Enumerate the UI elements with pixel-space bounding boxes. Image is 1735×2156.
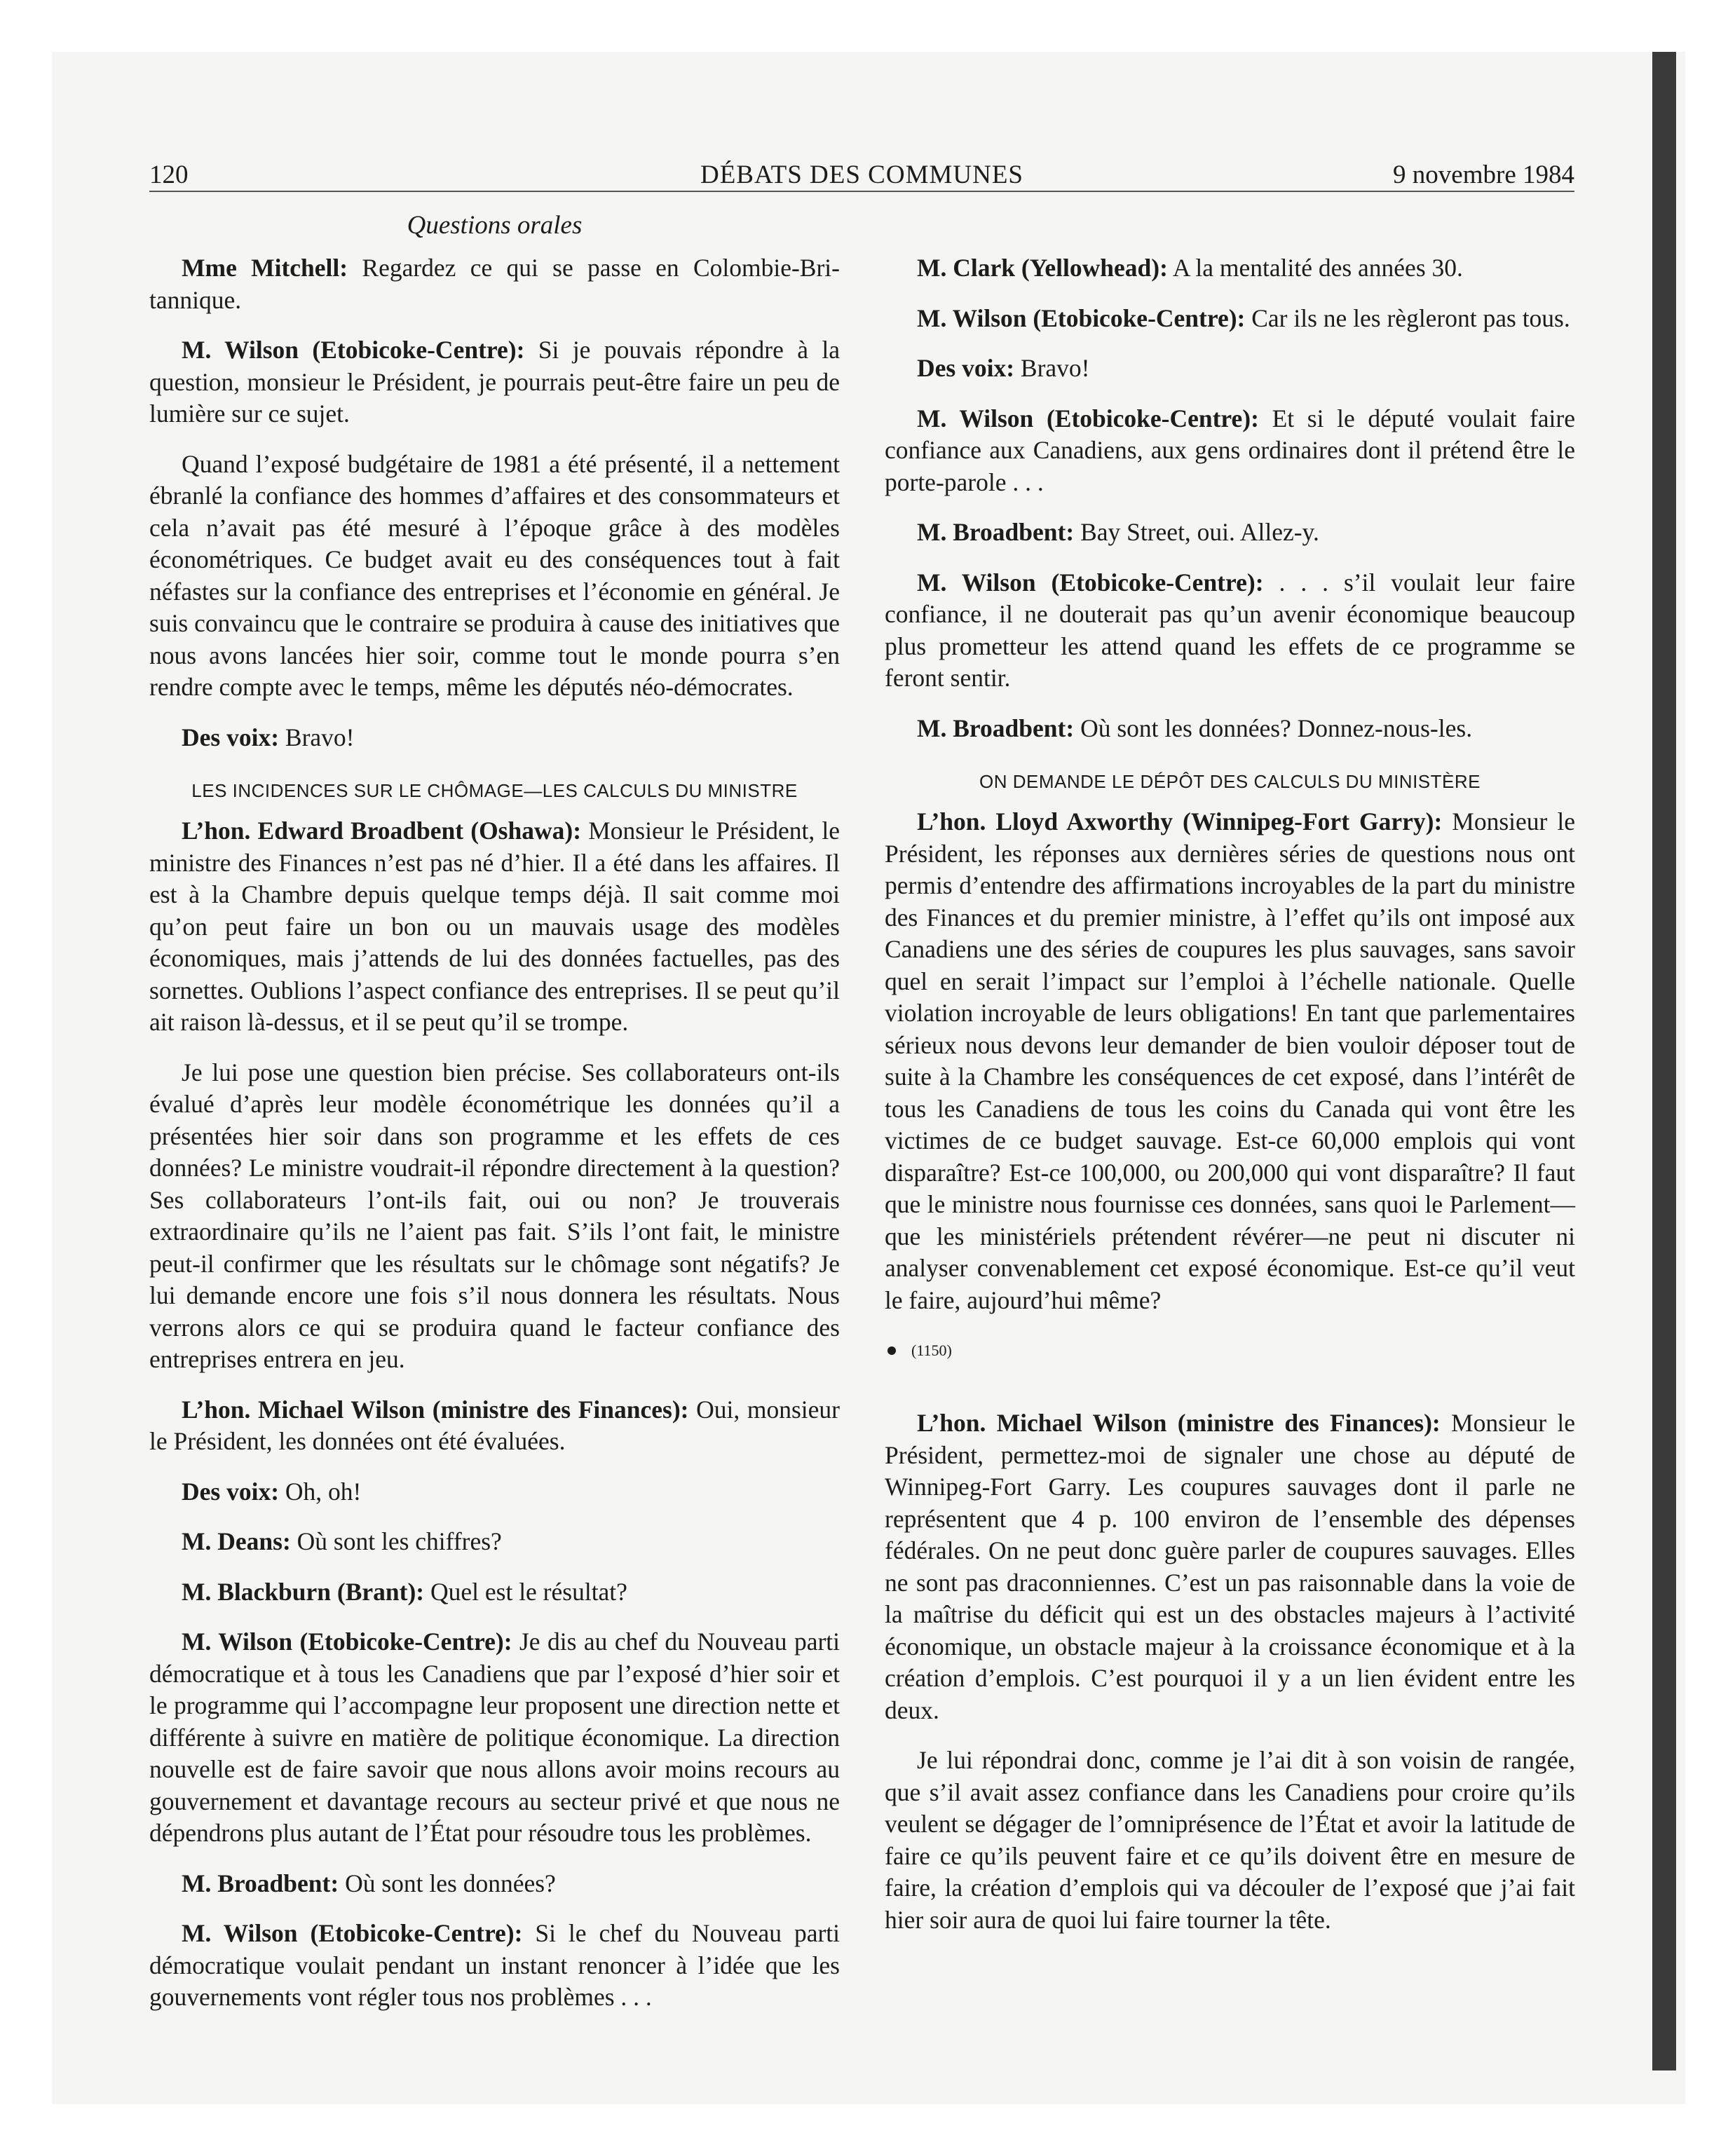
speaker-name: Des voix: xyxy=(182,723,280,751)
speech-paragraph xyxy=(885,713,1575,745)
speech-paragraph xyxy=(885,806,1575,1316)
paragraph-text: Bravo! xyxy=(1014,354,1090,382)
binding-edge xyxy=(1652,52,1676,2070)
speech-paragraph xyxy=(885,403,1575,499)
paragraph-text: Quel est le résultat? xyxy=(424,1577,627,1606)
paragraph-text: Où sont les données? xyxy=(339,1869,556,1897)
speech-paragraph xyxy=(885,1407,1575,1726)
speaker-name: M. Broadbent: xyxy=(182,1869,339,1897)
speaker-name: Des voix: xyxy=(182,1477,280,1506)
speech-paragraph xyxy=(149,252,840,316)
paragraph-text: Oh, oh! xyxy=(279,1477,362,1506)
paragraph-text: Bay Street, oui. Allez-y. xyxy=(1074,518,1319,546)
paragraph-text: Et si le député voulait faire confiance aux Canadiens, aux gens ordinaires dont il prétend être le porte-parole . . . xyxy=(885,404,1575,496)
speaker-name: L’hon. Michael Wilson (ministre des Finances): xyxy=(917,1409,1441,1437)
paragraph-text: Je lui répondrai donc, comme je l’ai dit à son voisin de rangée, que s’il avait assez confiance dans les Canadiens pour croire qu’ils veulent se dégager de l’omniprésence de l’État et avoir la latitude de faire ce qu’ils peuvent faire et ce qu’ils doivent être en mesure de faire, la création d’emplois qui va découler de l’exposé que j’ai fait hier soir aura de quoi lui faire tourner la tête. xyxy=(885,1746,1575,1934)
speech-paragraph xyxy=(885,353,1575,385)
speech-paragraph xyxy=(149,1918,840,2014)
paragraph-text: Si le chef du Nouveau parti démocratique voulait pendant un instant renoncer à l’idée que les gouvernements vont régler tous nos problèmes . . . xyxy=(149,1919,841,2011)
speech-paragraph xyxy=(149,1576,840,1609)
paragraph-text: . . . s’il voulait leur faire confiance, il ne douterait pas qu’un avenir économique beaucoup plus prometteur les attend quand les effets de ce programme se feront sentir. xyxy=(885,568,1575,692)
speaker-name: Mme Mitchell: xyxy=(182,254,348,282)
speech-paragraph xyxy=(149,1476,840,1508)
bullet-icon xyxy=(887,1346,896,1355)
page-number: 120 xyxy=(149,161,189,189)
paragraph-text: A la mentalité des années 30. xyxy=(1167,254,1463,282)
text-paragraph xyxy=(149,1057,840,1376)
section-title: Questions orales xyxy=(407,211,583,240)
speech-paragraph xyxy=(885,303,1575,335)
paragraph-text: Quand l’exposé budgétaire de 1981 a été présenté, il a nettement ébranlé la confiance des hommes d’affaires et des consommateurs et cela n’avait pas été mesuré à l’époque grâce à des modèles économétriques. Ce budget avait eu des conséquences tout à fait néfastes sur la confiance des entreprises et l’économie en général. Je suis convaincu que le contraire se produira à cause des initiatives que nous avons lancées hier soir, comme tout le monde pourra s’en rendre compte avec le temps, même les députés néo-démocrates. xyxy=(149,449,840,701)
speaker-name: L’hon. Edward Broadbent (Oshawa): xyxy=(182,817,582,845)
speech-paragraph xyxy=(885,567,1575,695)
time-marker xyxy=(885,1340,1575,1361)
speaker-name: M. Wilson (Etobicoke-Centre): xyxy=(182,1919,523,1947)
speaker-name: L’hon. Lloyd Axworthy (Winnipeg-Fort Garry): xyxy=(917,807,1443,835)
paragraph-text: Regardez ce qui se passe en Colombie-Britannique. xyxy=(149,254,840,314)
paragraph-text: Oui, monsieur le Président, les données ont été évaluées. xyxy=(149,1395,840,1455)
page-header xyxy=(149,156,1574,192)
speaker-name: M. Wilson (Etobicoke-Centre): xyxy=(182,336,525,364)
left-column xyxy=(149,252,840,2032)
speech-paragraph xyxy=(149,722,840,754)
paragraph-text: Monsieur le Président, le ministre des Finances n’est pas né d’hier. Il a été dans les affaires. Il est à la Chambre depuis quelque temps déjà. Il sait comme moi qu’on peut faire un bon ou un mauvais usage des modèles économiques, mais j’attends de lui des données factuelles, pas des sornettes. Oublions l’aspect confiance des entreprises. Il se peut qu’il ait raison là-dessus, et il se peut qu’il se trompe. xyxy=(149,817,840,1036)
speaker-name: Des voix: xyxy=(917,354,1015,382)
page-date: 9 novembre 1984 xyxy=(1393,161,1574,189)
text-paragraph xyxy=(149,449,840,704)
speaker-name: M. Wilson (Etobicoke-Centre): xyxy=(917,568,1264,596)
speech-paragraph xyxy=(149,334,840,430)
speech-paragraph xyxy=(885,517,1575,549)
publication-title: DÉBATS DES COMMUNES xyxy=(700,161,1023,189)
header-rule xyxy=(149,191,1574,192)
speech-paragraph xyxy=(149,815,840,1039)
right-column xyxy=(885,252,1575,1954)
speech-paragraph xyxy=(149,1526,840,1558)
speech-paragraph xyxy=(149,1868,840,1900)
speech-paragraph xyxy=(149,1394,840,1458)
paragraph-text: Si je pouvais répondre à la question, monsieur le Président, je pourrais peut-être faire un peu de lumière sur ce sujet. xyxy=(149,336,840,428)
time-marker-text: (1150) xyxy=(911,1342,952,1359)
paragraph-text: Car ils ne les règleront pas tous. xyxy=(1245,303,1570,332)
speaker-name: M. Broadbent: xyxy=(917,518,1075,546)
paragraph-text: Je dis au chef du Nouveau parti démocratique et à tous les Canadiens que par l’exposé d’hier soir et le programme qui l’accompagne leur proposent une direction nette et différente à suivre en matière de politique économique. La direction nouvelle est de faire savoir que nous allons avoir moins recours au gouvernement et davantage recours au secteur privé et que nous ne dépendrons plus autant de l’État pour résoudre tous les problèmes. xyxy=(149,1628,840,1847)
paragraph-text: Bravo! xyxy=(279,723,355,751)
speaker-name: M. Deans: xyxy=(182,1527,291,1555)
paragraph-text: Je lui pose une question bien précise. Ses collaborateurs ont-ils évalué d’après leur modèle économétrique les données qu’il a présentées hier soir dans son programme et les effets de ces données? Le ministre voudrait-il répondre directement à la question? Ses collaborateurs l’ont-ils fait, oui ou non? Je trouverais extraordinaire qu’ils ne l’aient pas fait. S’ils l’ont fait, le ministre peut-il confirmer que les résultats sur le chômage sont négatifs? Je lui demande encore une fois s’il nous donnera les résultats. Nous verrons alors ce qui se produira quand le facteur confiance des entreprises entrera en jeu. xyxy=(149,1058,840,1373)
speaker-name: M. Clark (Yellowhead): xyxy=(917,254,1168,282)
speech-paragraph xyxy=(885,252,1575,285)
speech-paragraph xyxy=(149,1626,840,1850)
subsection-heading: LES INCIDENCES SUR LE CHÔMAGE—LES CALCULS DU MINISTRE xyxy=(191,780,798,801)
speaker-name: M. Wilson (Etobicoke-Centre): xyxy=(182,1628,512,1656)
subsection-heading: ON DEMANDE LE DÉPÔT DES CALCULS DU MINISTÈRE xyxy=(979,771,1481,792)
paragraph-text: Où sont les données? Donnez-nous-les. xyxy=(1074,714,1473,742)
text-paragraph xyxy=(885,1745,1575,1936)
paragraph-text: Monsieur le Président, permettez-moi de signaler une chose au député de Winnipeg-Fort Garry. Les coupures sauvages dont il parle ne représentent que 4 p. 100 environ de l’ensemble des dépenses fédérales. On ne peut donc guère parler de coupures sauvages. Elles ne sont pas draconniennes. C’est un pas raisonnable dans la voie de la maîtrise du déficit qui est un des obstacles majeurs à l’activité économique, un obstacle majeur à la croissance économique et à la création d’emplois. C’est pourquoi il y a un lien évident entre les deux. xyxy=(885,1409,1575,1724)
speaker-name: L’hon. Michael Wilson (ministre des Finances): xyxy=(182,1395,689,1424)
paragraph-text: Monsieur le Président, les réponses aux dernières séries de questions nous ont permis d’entendre des affirmations incroyables de la part du ministre des Finances et du premier ministre, à l’effet qu’ils ont imposé aux Canadiens une des séries de coupures les plus sauvages, sans savoir quel en serait l’impact sur l’emploi à l’échelle nationale. Quelle violation incroyable de leurs obligations! En tant que parlementaires sérieux nous devons leur demander de bien vouloir déposer tout de suite à la Chambre les conséquences de cet exposé, dans l’intérêt de tous les Canadiens de tous les coins du Canada qui vont être les victimes de ce budget sauvage. Est-ce 60,000 emplois qui vont disparaître? Est-ce 100,000, ou 200,000 qui vont disparaître? Il faut que le ministre nous fournisse ces données, sans quoi le Parlement—que les ministériels prétendent révérer—ne peut ni discuter ni analyser convenablement cet exposé économique. Est-ce qu’il veut le faire, aujourd’hui même? xyxy=(885,807,1575,1314)
paragraph-text: Où sont les chiffres? xyxy=(290,1527,502,1555)
speaker-name: M. Blackburn (Brant): xyxy=(182,1577,425,1606)
speaker-name: M. Wilson (Etobicoke-Centre): xyxy=(917,404,1259,432)
speaker-name: M. Wilson (Etobicoke-Centre): xyxy=(917,303,1246,332)
speaker-name: M. Broadbent: xyxy=(917,714,1075,742)
